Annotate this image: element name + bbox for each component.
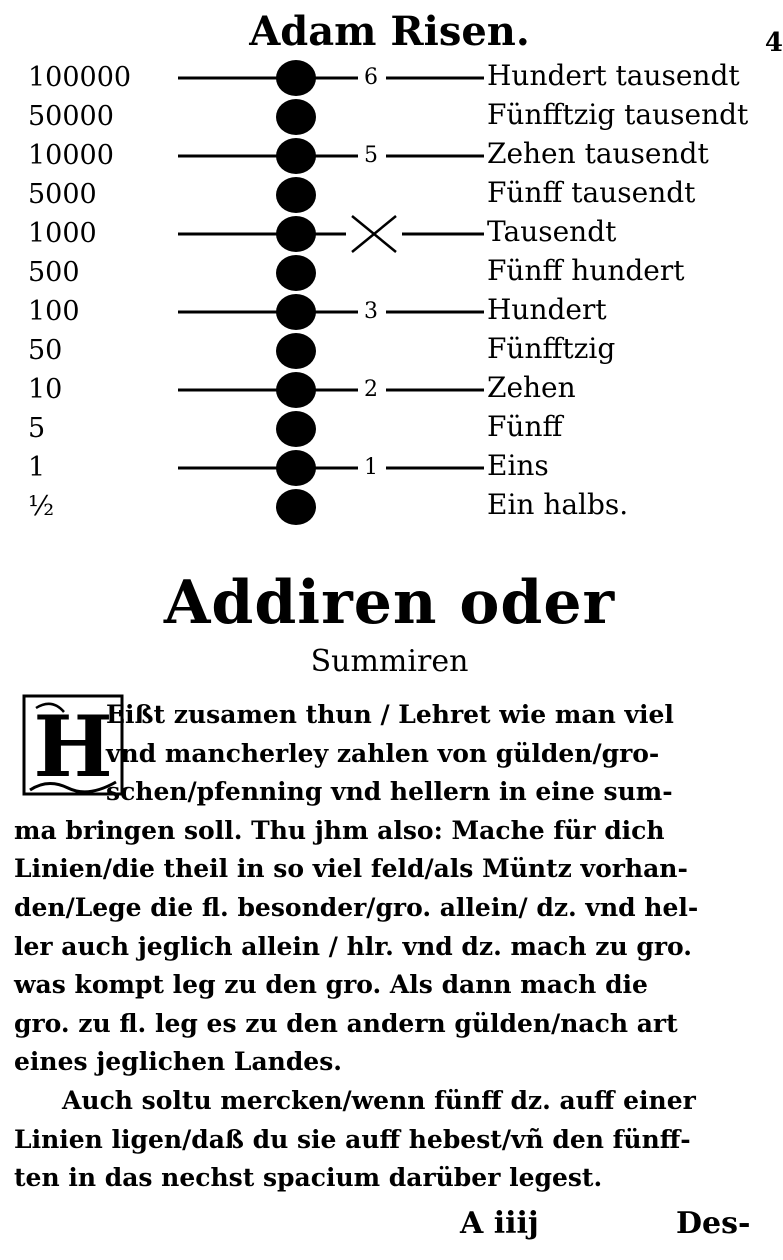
line-digit: 5 (364, 143, 378, 168)
place-name: Zehen tausendt (487, 137, 709, 170)
body-line: den/Lege die fl. besonder/gro. allein/ dz. vnd hel- (14, 892, 699, 922)
place-value: ½ (28, 491, 55, 522)
counter-dot (276, 450, 316, 486)
counter-dot (276, 372, 316, 408)
body-line: ten in das nechst spacium darüber legest. (14, 1163, 603, 1193)
place-name: Fünff tausendt (487, 176, 696, 209)
line-digit: 6 (364, 65, 378, 90)
section-subtitle: Summiren (310, 644, 469, 679)
line-digit: 1 (364, 455, 378, 480)
body-line: Eißt zusamen thun / Lehret wie man viel (106, 700, 674, 729)
body-line: Auch soltu mercken/wenn fünff dz. auff einer (62, 1085, 696, 1115)
body-line: eines jeglichen Landes. (14, 1047, 342, 1077)
place-value: 100 (28, 296, 80, 327)
place-value: 1000 (28, 218, 97, 249)
signature-mark: A iiij (460, 1206, 539, 1241)
place-name: Fünfftzig (487, 332, 616, 365)
counter-dot (276, 489, 316, 525)
counter-dot (276, 60, 316, 96)
line-digit: 3 (364, 299, 378, 324)
counter-dot (276, 333, 316, 369)
place-name: Hundert tausendt (487, 59, 740, 92)
place-name: Fünfftzig tausendt (487, 98, 749, 131)
body-line: gro. zu fl. leg es zu den andern gülden/nach art (14, 1008, 678, 1038)
place-value: 5000 (28, 179, 97, 210)
body-line: was kompt leg zu den gro. Als dann mach die (14, 970, 648, 1000)
running-head: Adam Risen. (249, 8, 530, 55)
body-line: vnd mancherley zahlen von gülden/gro- (106, 738, 660, 768)
dropcap-letter: H (33, 697, 113, 796)
body-line: ma bringen soll. Thu jhm also: Mache für dich (14, 815, 665, 845)
place-value: 10000 (28, 140, 114, 171)
place-value: 5 (28, 413, 46, 444)
place-value: 50 (28, 335, 63, 366)
section-title: Addiren oder (163, 568, 616, 638)
body-line: Linien ligen/daß du sie auff hebest/vñ den fünff- (14, 1124, 691, 1154)
catchword: Des- (676, 1206, 751, 1241)
place-value: 50000 (28, 101, 114, 132)
place-name: Fünff (487, 410, 563, 443)
counter-dot (276, 99, 316, 135)
line-digit: 2 (364, 377, 378, 402)
place-name: Zehen (487, 371, 576, 404)
body-line: ler auch jeglich allein / hlr. vnd dz. mach zu gro. (14, 931, 692, 961)
counter-dot (276, 294, 316, 330)
place-name: Ein halbs. (487, 488, 629, 521)
place-name: Tausendt (487, 215, 617, 248)
counter-dot (276, 138, 316, 174)
counter-dot (276, 216, 316, 252)
counter-dot (276, 177, 316, 213)
page-number: 4 (764, 28, 783, 58)
counter-dot (276, 411, 316, 447)
place-value: 1 (28, 452, 46, 483)
counter-dot (276, 255, 316, 291)
body-line: schen/pfenning vnd hellern in eine sum- (106, 777, 673, 807)
place-name: Eins (487, 449, 549, 482)
place-name: Fünff hundert (487, 254, 685, 287)
place-value: 100000 (28, 62, 132, 93)
place-value: 10 (28, 374, 63, 405)
place-value: 500 (28, 257, 80, 288)
counting-board-diagram (0, 0, 779, 560)
body-text (14, 696, 770, 1198)
body-line: Linien/die theil in so viel feld/als Müntz vorhan- (14, 854, 688, 884)
place-name: Hundert (487, 293, 607, 326)
